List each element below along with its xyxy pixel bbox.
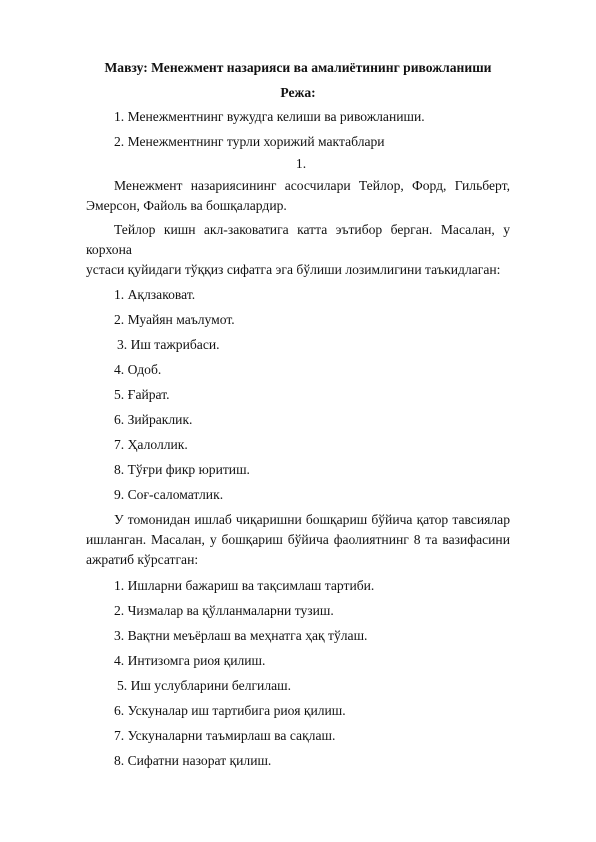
list-item: 3. Вақтни меъёрлаш ва меҳнатга ҳақ тўлаш. (114, 628, 368, 643)
document-title: Мавзу: Менежмент назарияси ва амалиётининг ривожланиши (104, 60, 492, 75)
list-item: 7. Ҳалоллик. (114, 437, 188, 452)
paragraph-line: ажратиб кўрсатган: (86, 552, 199, 567)
paragraph-line: Эмерсон, Файоль ва бошқалардир. (86, 198, 287, 213)
paragraph-line: устаси қуйидаги тўққиз сифатга эга бўлиши лозимлигини таъкидлаган: (86, 262, 501, 277)
plan-item: 2. Менежментнинг турли хорижий мактаблари (114, 134, 385, 149)
list-item: 9. Соғ-саломатлик. (114, 487, 224, 502)
list-item: 8. Сифатни назорат қилиш. (114, 753, 272, 768)
list-item: 1. Ақлзаковат. (114, 287, 196, 302)
list-item: 4. Одоб. (114, 362, 162, 377)
list-item: 5. Ғайрат. (114, 387, 170, 402)
list-item: 3. Иш тажрибаси. (117, 337, 220, 352)
paragraph-line: Тейлор кишн акл-заковатига катта эътибор берган. Масалан, у корхона (86, 222, 510, 257)
document-page (86, 58, 510, 771)
paragraph-line: У томонидан ишлаб чиқаришни бошқариш бўйича қатор тавсиялар (114, 512, 510, 527)
section-number: 1. (295, 156, 307, 171)
paragraph-line: ишланган. Масалан, у бошқариш бўйича фаолиятнинг 8 та вазифасини (86, 532, 510, 547)
list-item: 2. Муайян маълумот. (114, 312, 235, 327)
list-item: 5. Иш услубларини белгилаш. (117, 678, 292, 693)
list-item: 8. Тўғри фикр юритиш. (114, 462, 250, 477)
plan-item: 1. Менежментнинг вужудга келиши ва ривожланиши. (114, 109, 425, 124)
paragraph-line: Менежмент назариясининг асосчилари Тейлор, Форд, Гильберт, (114, 178, 510, 193)
plan-heading: Режа: (280, 85, 316, 100)
list-item: 2. Чизмалар ва қўлланмаларни тузиш. (114, 603, 334, 618)
list-item: 4. Интизомга риоя қилиш. (114, 653, 266, 668)
list-item: 7. Ускуналарни таъмирлаш ва сақлаш. (114, 728, 336, 743)
list-item: 1. Ишларни бажариш ва тақсимлаш тартиби. (114, 578, 375, 593)
list-item: 6. Зийраклик. (114, 412, 193, 427)
list-item: 6. Ускуналар иш тартибига риоя қилиш. (114, 703, 346, 718)
